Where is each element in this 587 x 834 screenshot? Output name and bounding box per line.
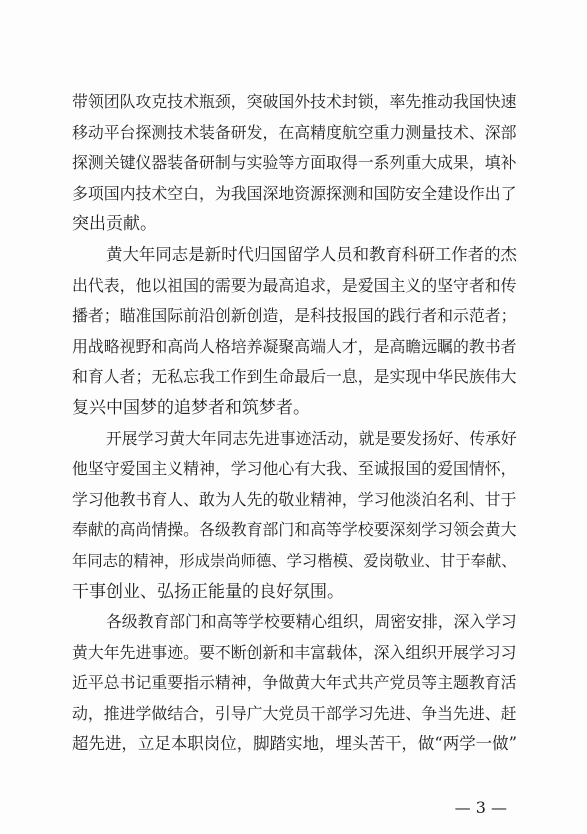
text-line: 复兴中国梦的追梦者和筑梦者。 (72, 397, 310, 418)
text-line: 开展学习黄大年同志先进事迹活动，就是要发扬好、传承好 (106, 428, 517, 448)
text-line: 出代表，他以祖国的需要为最高追求，是爱国主义的坚守者和传 (72, 275, 517, 295)
text-line: 移动平台探测技术装备研发，在高精度航空重力测量技术、深部 (72, 122, 517, 142)
text-line: 他坚守爱国主义精神，学习他心有大我、至诚报国的爱国情怀， (72, 459, 517, 479)
text-line: 突出贡献。 (72, 214, 157, 235)
text-line: 黄大年同志是新时代归国留学人员和教育科研工作者的杰 (106, 244, 517, 264)
text-line: 超先进，立足本职岗位，脚踏实地，埋头苦干，做“两学一做” (72, 734, 517, 754)
text-line: 黄大年先进事迹。要不断创新和丰富载体，深入组织开展学习习 (72, 642, 517, 662)
paragraph (72, 424, 517, 608)
text-line: 用战略视野和高尚人格培养凝聚高端人才，是高瞻远瞩的教书者 (72, 336, 517, 356)
text-line: 年同志的精神，形成崇尚师德、学习楷模、爱岗敬业、甘于奉献、 (72, 551, 517, 570)
text-line: 播者；瞄准国际前沿创新创造，是科技报国的践行者和示范者； (72, 306, 517, 326)
text-line: 多项国内技术空白，为我国深地资源探测和国防安全建设作出了 (72, 183, 517, 203)
text-line: 干事创业、弘扬正能量的良好氛围。 (72, 581, 344, 602)
text-line: 奉献的高尚情操。各级教育部门和高等学校要深刻学习领会黄大 (72, 520, 517, 540)
text-line: 近平总书记重要指示精神，争做黄大年式共产党员等主题教育活 (72, 673, 517, 693)
text-line: 各级教育部门和高等学校要精心组织，周密安排，深入学习 (106, 612, 517, 632)
paragraph (72, 87, 517, 240)
page-number: — 3 — (454, 798, 507, 817)
text-line: 探测关键仪器装备研制与实验等方面取得一系列重大成果，填补 (72, 153, 517, 173)
text-line: 和育人者；无私忘我工作到生命最后一息，是实现中华民族伟大 (72, 367, 517, 387)
document-body (72, 87, 517, 760)
text-line: 带领团队攻克技术瓶颈，突破国外技术封锁，率先推动我国快速 (72, 92, 517, 111)
paragraph (72, 607, 517, 760)
paragraph (72, 240, 517, 424)
text-line: 学习他教书育人、敢为人先的敬业精神，学习他淡泊名利、甘于 (72, 489, 517, 509)
text-line: 动，推进学做结合，引导广大党员干部学习先进、争当先进、赶 (72, 703, 517, 723)
